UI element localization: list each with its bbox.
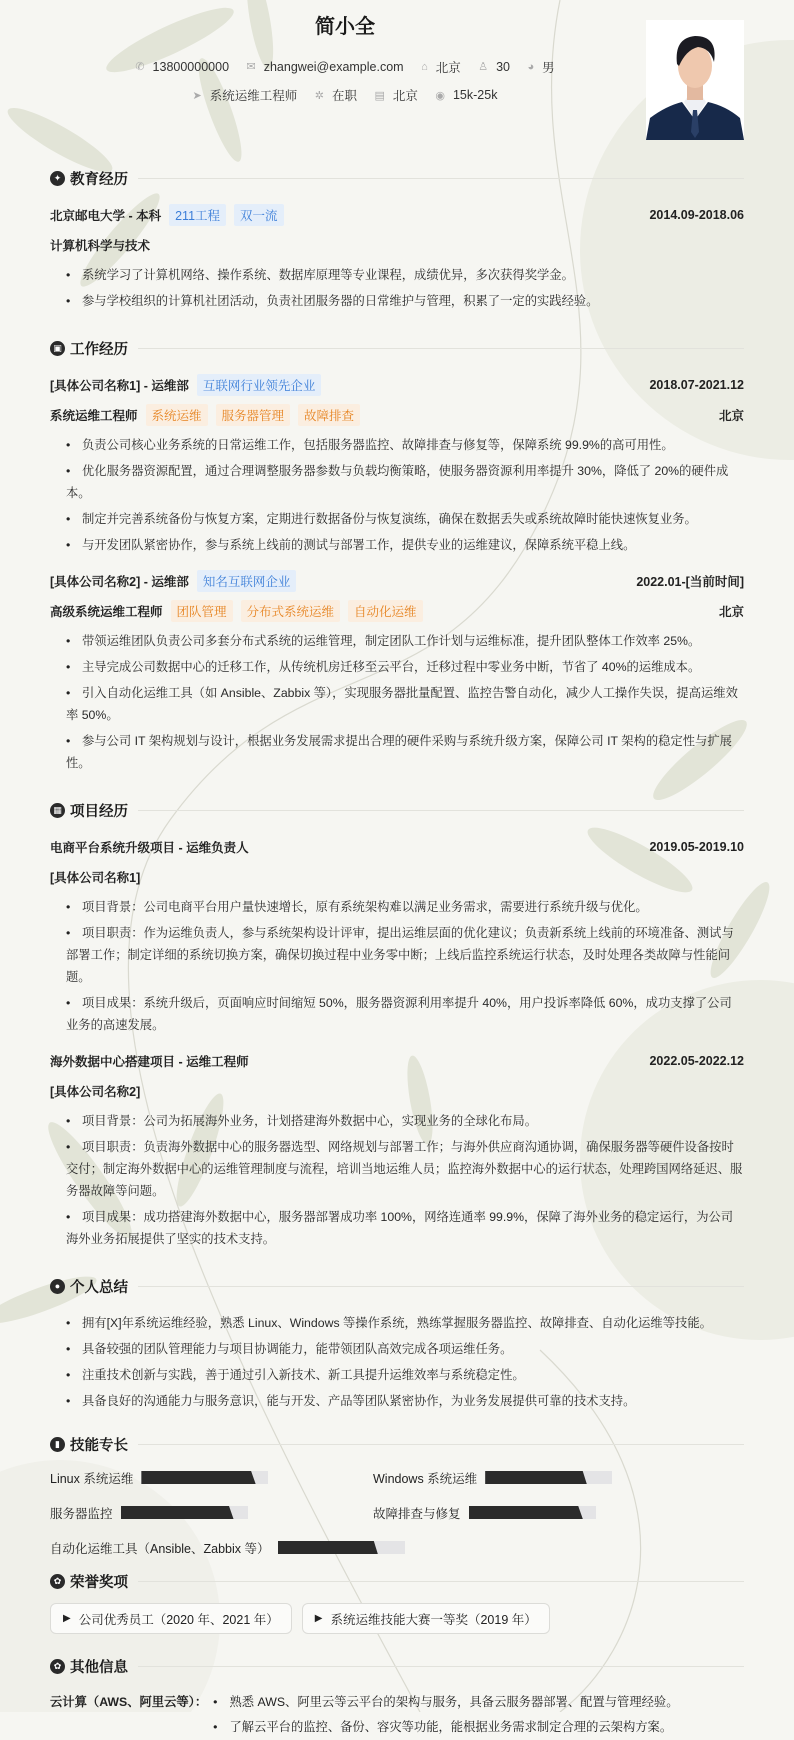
award-label: 系统运维技能大赛一等奖（2019 年）	[330, 1612, 537, 1627]
divider	[138, 810, 744, 811]
age: 30	[496, 59, 510, 74]
briefcase-icon: ▣	[50, 341, 65, 356]
skills-section	[50, 1432, 744, 1565]
phone: 13800000000	[152, 59, 230, 74]
skill-tag: 分布式系统运维	[241, 600, 341, 622]
projects-section	[50, 798, 744, 1250]
skill-item	[373, 1495, 696, 1530]
section-title: 教育经历	[70, 171, 128, 188]
target-city: 北京	[392, 89, 418, 103]
list-item: • 项目成果：系统升级后，页面响应时间缩短 50%，服务器资源利用率提升 40%，用户投诉率降低 60%，成功支撑了公司业务的高速发展。	[66, 992, 744, 1036]
work-section	[50, 336, 744, 774]
list-item: • 优化服务器资源配置，通过合理调整服务器参数与负载均衡策略，使服务器资源利用率提升 30%，降低了 20%的硬件成本。	[66, 460, 744, 504]
status-icon: ✲	[314, 89, 324, 102]
period: 2022.05-2022.12	[649, 1054, 744, 1068]
skill-tag: 系统运维	[146, 404, 208, 426]
bar-chart-icon: ▮	[50, 1437, 65, 1452]
send-icon: ➤	[192, 89, 202, 102]
other-label: 云计算（AWS、阿里云等）：	[50, 1695, 208, 1709]
list-item: • 参与学校组织的计算机社团活动，负责社团服务器的日常维护与管理，积累了一定的实践经验。	[66, 290, 744, 312]
phone-icon: ✆	[135, 61, 145, 73]
job-intent-row	[50, 86, 640, 104]
list-item: • 带领运维团队负责公司多套分布式系统的运维管理，制定团队工作计划与运维标准，提升团队整体工作效率 25%。	[66, 630, 744, 652]
list-item: • 熟悉 AWS、阿里云等云平台的架构与服务，具备云服务器部署、配置与管理经验。	[213, 1690, 678, 1715]
building-icon: ▤	[374, 89, 385, 102]
list-item: • 制定并完善系统备份与恢复方案，定期进行数据备份与恢复演练，确保在数据丢失或系统故障时能快速恢复业务。	[66, 508, 744, 530]
section-title: 个人总结	[70, 1279, 128, 1296]
skill-tag: 服务器管理	[216, 404, 291, 426]
triangle-right-icon: ▶	[63, 1613, 71, 1624]
skill-tag: 团队管理	[171, 600, 233, 622]
awards-section	[50, 1569, 744, 1634]
period: 2019.05-2019.10	[649, 840, 744, 854]
period: 2014.09-2018.06	[649, 208, 744, 222]
skill-level-fill	[121, 1506, 234, 1519]
resume-header	[50, 0, 744, 160]
city: 北京	[718, 605, 744, 619]
list-item: • 负责公司核心业务系统的日常运维工作，包括服务器监控、故障排查与修复等，保障系统 99.9%的高可用性。	[66, 434, 744, 456]
user-icon: ●	[50, 1279, 65, 1294]
divider	[138, 1444, 744, 1445]
list-item: • 项目职责：作为运维负责人，参与系统架构设计评审，提出运维层面的优化建议；负责新系统上线前的环境准备、测试与部署工作；制定详细的系统切换方案，确保切换过程中业务零中断；上线后监控系统运行状态，及时处理各类故障与性能问题。	[66, 922, 744, 988]
list-item: • 了解云平台的监控、备份、容灾等功能，能根据业务需求制定合理的云架构方案。	[213, 1715, 678, 1740]
list-item: • 项目背景：公司电商平台用户量快速增长，原有系统架构难以满足业务需求，需要进行系统升级与优化。	[66, 896, 744, 918]
skill-name: Windows 系统运维	[373, 1471, 478, 1486]
skill-tag: 自动化运维	[348, 600, 423, 622]
list-item: • 参与公司 IT 架构规划与设计，根据业务发展需求提出合理的硬件采购与系统升级方案，保障公司 IT 架构的稳定性与扩展性。	[66, 730, 744, 774]
info-icon: ✿	[50, 1659, 65, 1674]
triangle-right-icon: ▶	[314, 1613, 323, 1624]
other-section	[50, 1654, 744, 1740]
list-item: • 与开发团队紧密协作，参与系统上线前的测试与部署工作，提供专业的运维建议，保障系统平稳上线。	[66, 534, 744, 556]
grid-icon: ▦	[50, 803, 65, 818]
project-company: [具体公司名称1]	[50, 871, 141, 885]
list-item: • 具备较强的团队管理能力与项目协调能力，能带领团队高效完成各项运维任务。	[66, 1338, 744, 1360]
skill-level-fill	[469, 1506, 583, 1519]
target-job: 系统运维工程师	[209, 89, 298, 103]
skill-tag: 故障排查	[298, 404, 360, 426]
section-title: 工作经历	[70, 341, 128, 358]
list-item: • 注重技术创新与实践，善于通过引入新技术、新工具提升运维效率与系统稳定性。	[66, 1364, 744, 1386]
award-label: 公司优秀员工（2020 年、2021 年）	[78, 1612, 279, 1627]
period: 2022.01-[当前时间]	[636, 575, 744, 589]
skill-level-bar	[121, 1506, 248, 1519]
graduation-cap-icon: ✦	[50, 171, 65, 186]
skill-level-fill	[485, 1471, 587, 1484]
email[interactable]: zhangwei@example.com	[263, 59, 404, 74]
award-item[interactable]	[50, 1603, 292, 1634]
skill-level-bar	[485, 1471, 612, 1484]
divider	[138, 178, 744, 179]
company-tag: 知名互联网企业	[197, 570, 297, 592]
salary: 15k-25k	[452, 88, 498, 102]
divider	[138, 1666, 744, 1667]
skill-item	[50, 1530, 696, 1565]
summary-section	[50, 1274, 744, 1412]
skill-item	[373, 1460, 696, 1495]
location: 北京	[435, 61, 461, 75]
list-item: • 项目成果：成功搭建海外数据中心，服务器部署成功率 100%，网络连通率 99.9%，保障了海外业务的稳定运行，为公司海外业务拓展提供了坚实的技术支持。	[66, 1206, 744, 1250]
project-item	[50, 1046, 744, 1250]
period: 2018.07-2021.12	[649, 378, 744, 392]
role: 高级系统运维工程师	[50, 605, 163, 619]
profile-photo	[646, 20, 744, 140]
person-icon: ♙	[478, 61, 489, 73]
job-status: 在职	[331, 89, 357, 103]
salary-icon: ◉	[435, 89, 445, 102]
section-title: 项目经历	[70, 803, 128, 820]
list-item: • 项目职责：负责海外数据中心的服务器选型、网络规划与部署工作；与海外供应商沟通协调，确保服务器等硬件设备按时交付；制定海外数据中心的运维管理制度与流程，培训当地运维人员；监控海外数据中心的运行状态，处理跨国网络延迟、服务器故障等问题。	[66, 1136, 744, 1202]
divider	[138, 1286, 744, 1287]
skill-name: 服务器监控	[50, 1506, 113, 1521]
divider	[138, 1581, 744, 1582]
company-tag: 互联网行业领先企业	[197, 374, 322, 396]
education-section	[50, 166, 744, 312]
major: 计算机科学与技术	[50, 239, 151, 253]
skill-item	[50, 1460, 373, 1495]
list-item: • 拥有[X]年系统运维经验，熟悉 Linux、Windows 等操作系统，熟练掌握服务器监控、故障排查、自动化运维等技能。	[66, 1312, 744, 1334]
list-item: • 具备良好的沟通能力与服务意识，能与开发、产品等团队紧密协作，为业务发展提供可靠的技术支持。	[66, 1390, 744, 1412]
divider	[138, 348, 744, 349]
section-title: 技能专长	[70, 1437, 128, 1454]
tag: 双一流	[234, 204, 284, 226]
tag: 211工程	[169, 204, 226, 226]
education-item	[50, 200, 744, 312]
list-item: • 项目背景：公司为拓展海外业务，计划搭建海外数据中心，实现业务的全球化布局。	[66, 1110, 744, 1132]
school: 北京邮电大学 - 本科	[50, 209, 162, 223]
skill-name: 故障排查与修复	[373, 1506, 461, 1521]
project-name: 电商平台系统升级项目 - 运维负责人	[50, 841, 249, 855]
gender: 男	[542, 61, 555, 75]
skill-level-fill	[278, 1541, 378, 1554]
skill-name: 自动化运维工具（Ansible、Zabbix 等）	[50, 1541, 270, 1556]
job-item	[50, 566, 744, 774]
project-name: 海外数据中心搭建项目 - 运维工程师	[50, 1055, 249, 1069]
home-icon: ⌂	[421, 61, 428, 73]
company: [具体公司名称1] - 运维部	[50, 379, 189, 393]
gender-icon: ◕	[527, 61, 535, 73]
contact-row	[50, 58, 640, 76]
section-title: 荣誉奖项	[70, 1574, 128, 1591]
list-item: • 引入自动化运维工具（如 Ansible、Zabbix 等），实现服务器批量配置、监控告警自动化，减少人工操作失误，提高运维效率 50%。	[66, 682, 744, 726]
job-item	[50, 370, 744, 556]
list-item: • 系统学习了计算机网络、操作系统、数据库原理等专业课程，成绩优异，多次获得奖学金。	[66, 264, 744, 286]
award-icon: ✿	[50, 1574, 65, 1589]
project-item	[50, 832, 744, 1036]
skill-level-fill	[141, 1471, 255, 1484]
company: [具体公司名称2] - 运维部	[50, 575, 189, 589]
section-title: 其他信息	[70, 1659, 128, 1676]
candidate-name: 简小全	[315, 16, 375, 38]
skill-name: Linux 系统运维	[50, 1471, 134, 1486]
email-icon: ✉	[246, 61, 256, 73]
city: 北京	[718, 409, 744, 423]
skill-item	[50, 1495, 373, 1530]
role: 系统运维工程师	[50, 409, 138, 423]
skill-level-bar	[469, 1506, 596, 1519]
skill-level-bar	[278, 1541, 405, 1554]
list-item: • 主导完成公司数据中心的迁移工作，从传统机房迁移至云平台，迁移过程中零业务中断，节省了 40%的运维成本。	[66, 656, 744, 678]
project-company: [具体公司名称2]	[50, 1085, 141, 1099]
award-item[interactable]	[302, 1603, 550, 1634]
skill-level-bar	[141, 1471, 268, 1484]
